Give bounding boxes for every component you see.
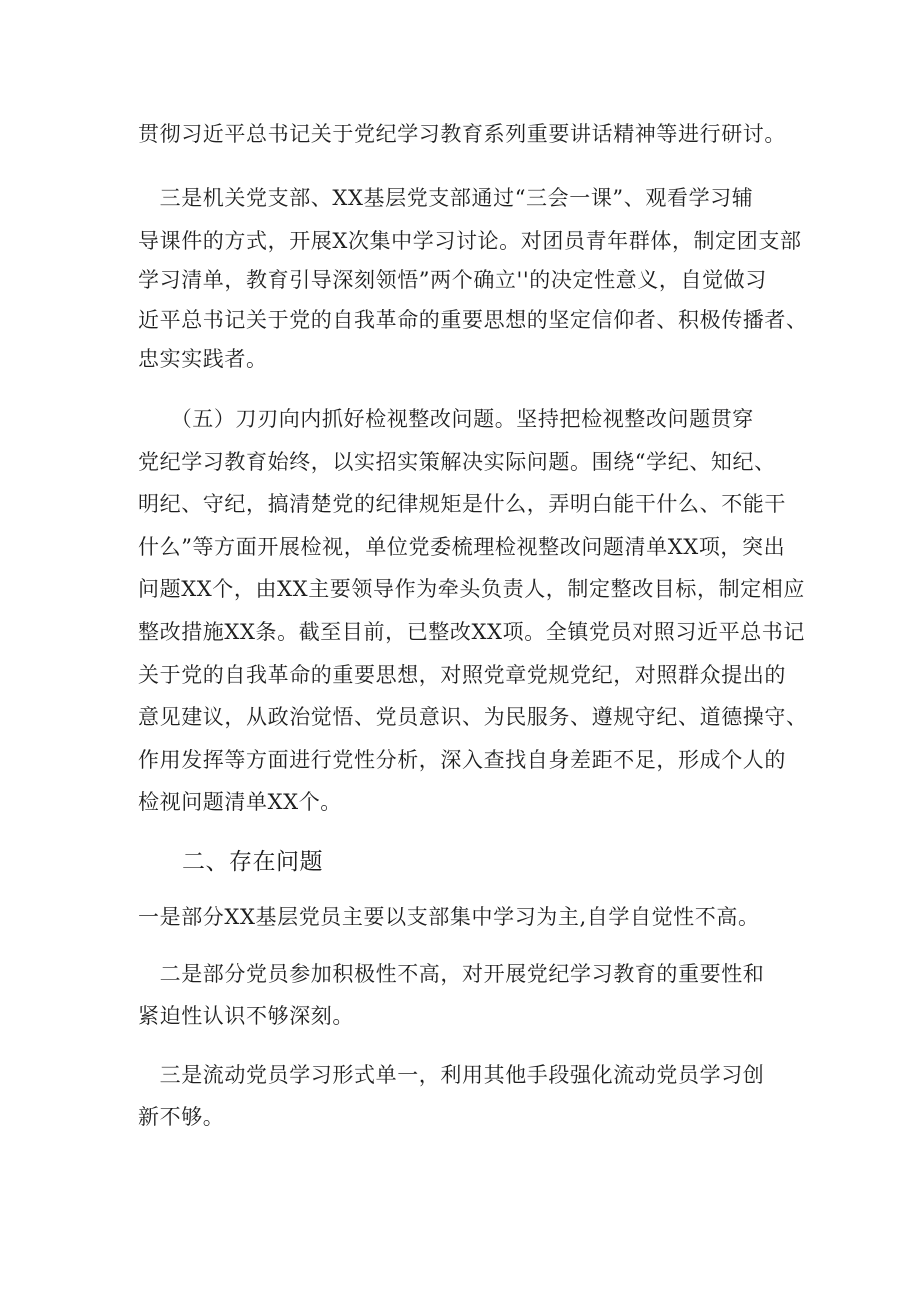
paragraph-line: 明纪、守纪，搞清楚党的纪律规矩是什么，弄明白能干什么、不能干 (138, 492, 786, 516)
paragraph-line: 学习清单，教育引导深刻领悟”两个确立''的决定性意义，自觉做习 (138, 268, 767, 292)
paragraph-line: 作用发挥等方面进行党性分析，深入查找自身差距不足，形成个人的 (138, 748, 786, 772)
paragraph-line: （五）刀刃向内抓好检视整改问题。坚持把检视整改问题贯穿 (138, 407, 754, 431)
paragraph-line: 三是机关党支部、XX基层党支部通过“三会一课”、观看学习辅 (138, 186, 754, 210)
paragraph-line: 忠实实践者。 (138, 347, 268, 371)
paragraph-line: 贯彻习近平总书记关于党纪学习教育系列重要讲话精神等进行研讨。 (138, 122, 786, 146)
issue-line: 二是部分党员参加积极性不高，对开展党纪学习教育的重要性和 (138, 962, 765, 986)
paragraph-line: 问题XX个，由XX主要领导作为牵头负责人，制定整改目标，制定相应 (138, 577, 805, 601)
section-heading: 二、存在问题 (182, 849, 323, 875)
issue-line: 紧迫性认识不够深刻。 (138, 1004, 354, 1028)
paragraph-line: 关于党的自我革命的重要思想，对照党章党规党纪，对照群众提出的 (138, 663, 786, 687)
paragraph-line: 近平总书记关于党的自我革命的重要思想的坚定信仰者、积极传播者、 (138, 308, 808, 332)
paragraph-line: 检视问题清单XX个。 (138, 790, 342, 814)
paragraph-line: 意见建议，从政治觉悟、党员意识、为民服务、遵规守纪、道德操守、 (138, 705, 808, 729)
paragraph-line: 整改措施XX条。截至目前，已整改XX项。全镇党员对照习近平总书记 (138, 620, 805, 644)
issue-line: 三是流动党员学习形式单一，利用其他手段强化流动党员学习创 (138, 1063, 765, 1087)
paragraph-line: 党纪学习教育始终，以实招实策解决实际问题。围绕“学纪、知纪、 (138, 450, 776, 474)
paragraph-line: 导课件的方式，开展X次集中学习讨论。对团员青年群体，制定团支部 (138, 229, 802, 253)
issue-line: 新不够。 (138, 1105, 225, 1129)
issue-line: 一是部分XX基层党员主要以支部集中学习为主,自学自觉性不高。 (138, 905, 760, 929)
paragraph-line: 什么”等方面开展检视，单位党委梳理检视整改问题清单XX项，突出 (138, 535, 786, 559)
